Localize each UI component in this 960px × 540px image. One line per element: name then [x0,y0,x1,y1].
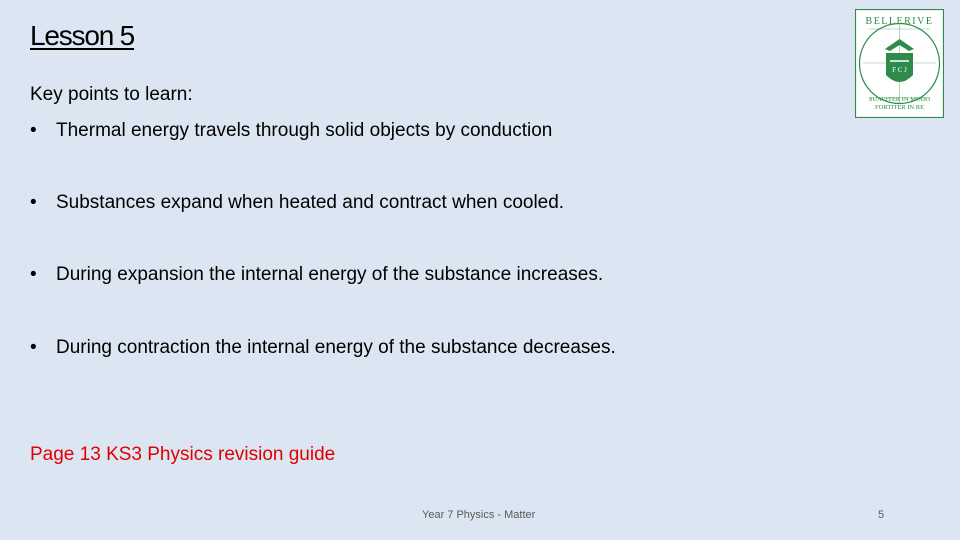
svg-text:SUAVITER IN MODO: SUAVITER IN MODO [868,96,931,103]
slide-title: Lesson 5 [30,20,135,51]
school-crest-icon [855,9,944,118]
page-number: 5 [878,509,885,521]
footer-text: Year 7 Physics - Matter [422,509,536,521]
svg-text:FORTITER IN RE: FORTITER IN RE [874,104,925,111]
bullet-text: Thermal energy travels through solid objects by conduction [56,120,553,141]
svg-text:F C J: F C J [892,66,907,74]
bullet-icon: • [30,337,37,358]
bullet-item [30,338,616,357]
bullet-icon: • [30,120,37,141]
svg-text:BELLERIVE: BELLERIVE [865,16,934,27]
bullet-item [30,121,552,140]
intro-text: Key points to learn: [30,84,193,105]
reference-text: Page 13 KS3 Physics revision guide [30,444,336,465]
bullet-item [30,265,603,284]
bullet-text: Substances expand when heated and contract when cooled. [56,192,565,213]
bullet-text: During expansion the internal energy of the substance increases. [56,264,604,285]
bullet-text: During contraction the internal energy of the substance decreases. [56,337,616,358]
bullet-icon: • [30,192,37,213]
bullet-icon: • [30,264,37,285]
bullet-item [30,193,564,212]
